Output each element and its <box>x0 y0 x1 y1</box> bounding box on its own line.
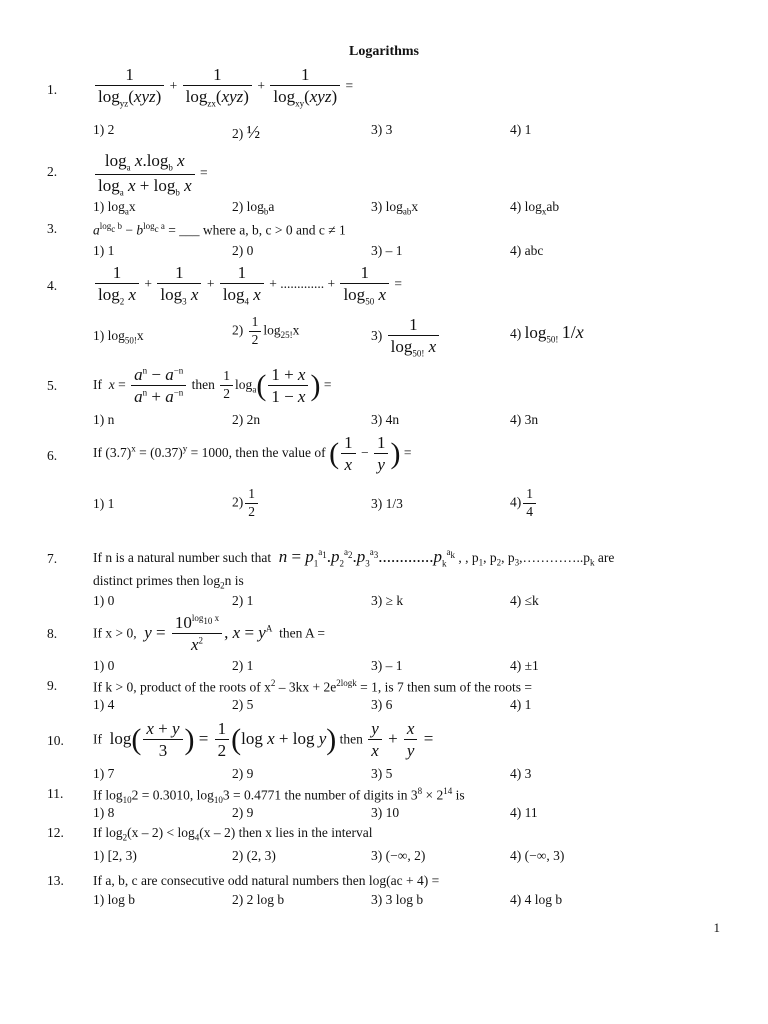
options-11 <box>93 805 693 825</box>
option[interactable]: 1) 0 <box>93 658 115 673</box>
question-expression: If log( $\frac{x + y}{3}$ ) = $\frac{1}{2}$ (log x + log y) then $\frac{y}{x}$ + $\frac{x}{y}$ = <box>93 719 434 761</box>
option[interactable]: 1) $\log_ax$ <box>93 199 136 217</box>
question-number: 12. <box>47 825 64 840</box>
option[interactable]: 2) $\log_ba$ <box>232 199 275 217</box>
option[interactable]: 2) 1 <box>232 658 254 673</box>
option[interactable]: 4) 4 log b <box>510 892 563 907</box>
question-number: 4. <box>47 278 58 293</box>
option[interactable]: 2) (2, 3) <box>232 848 276 863</box>
question-number: 1. <box>47 82 58 97</box>
option[interactable]: 2) ½ <box>232 122 261 142</box>
options-9 <box>93 697 693 717</box>
question-expression: $\frac{\log_a x.\log_b x}{\log_a x + \log_b x}$ = <box>93 150 728 198</box>
option[interactable]: 4) $\log_{50!} 1/x$ <box>510 322 584 345</box>
question-number: 8. <box>47 626 58 641</box>
option[interactable]: 4) 1 <box>510 697 532 712</box>
option[interactable]: 3) 3 <box>371 122 393 137</box>
option[interactable]: 1) 4 <box>93 697 115 712</box>
option[interactable]: 1) log b <box>93 892 135 907</box>
option[interactable]: 3) – 1 <box>371 658 403 673</box>
option[interactable]: 1) 2 <box>93 122 115 137</box>
option[interactable]: 3) – 1 <box>371 243 403 258</box>
question-text-line2: distinct primes then $\log_2n$ is <box>93 573 244 591</box>
option[interactable]: 2) 2n <box>232 412 261 427</box>
options-10 <box>93 766 693 786</box>
option[interactable]: 4) $\log_xab$ <box>510 199 560 217</box>
options-5 <box>93 412 693 432</box>
question-expression: If $(3.7)^x = (0.37)^y = 1000$, then the value of ( $\frac{1}{x}$ − $\frac{1}{y}$ ) = <box>93 433 412 475</box>
options-12 <box>93 848 693 868</box>
options-6 <box>93 486 693 519</box>
question-number: 2. <box>47 164 58 179</box>
option[interactable]: 4) 3 <box>510 766 532 781</box>
option[interactable]: 4) ±1 <box>510 658 539 673</box>
options-3 <box>93 243 693 263</box>
question-expression: If x = $\frac{a^n - a^{-n}}{a^n + a^{-n}}$ then $\frac{1}{2}$ $\log_a$( $\frac{1 + x}{1 - x}$ ) = <box>93 365 332 407</box>
question-text: If <box>93 731 102 747</box>
question-number: 9. <box>47 678 58 693</box>
option[interactable]: 3) ≥ k <box>371 593 404 608</box>
option[interactable]: 4) (−∞, 3) <box>510 848 565 863</box>
question-number: 13. <box>47 873 64 888</box>
option[interactable]: 2) 9 <box>232 805 254 820</box>
option[interactable]: 3) 1/3 <box>371 496 403 511</box>
question-text: If a, b, c are consecutive odd natural numbers then log(ac + 4) = <box>93 873 440 888</box>
option[interactable]: 1) n <box>93 412 115 427</box>
option[interactable]: 3) 4n <box>371 412 400 427</box>
option[interactable]: 3) $\frac{1}{\log_{50!} x}$ <box>371 314 441 360</box>
page-number: 1 <box>713 920 720 935</box>
question-text: If x > 0, <box>93 625 137 641</box>
option[interactable]: 3) $\log_{ab}x$ <box>371 199 419 217</box>
option[interactable]: 4) 3n <box>510 412 539 427</box>
options-2 <box>93 199 693 219</box>
options-1 <box>93 122 693 142</box>
question-text: If $\log_{10}2 = 0.3010$, $\log_{10}3 = 0.4771$ the number of digits in $3^8 \times 2^{14}$ is <box>93 786 465 806</box>
question-expression: $\frac{1}{\log_2 x}$ + $\frac{1}{\log_3 x}$ + $\frac{1}{\log_4 x}$ + ............. + $\frac{1}{\log_{50} x}$ = <box>93 262 728 308</box>
options-4 <box>93 314 693 359</box>
question-number: 10. <box>47 733 64 748</box>
question-expression: $a^{log_c b} - b^{log_c a}$ = ___ where a, b, c > 0 and c ≠ 1 <box>93 221 346 238</box>
option[interactable]: 4) $\frac{1}{4}$ <box>510 486 538 521</box>
question-number: 3. <box>47 221 58 236</box>
option[interactable]: 1) 7 <box>93 766 115 781</box>
question-text: ___ where a, b, c > 0 and c ≠ 1 <box>179 222 346 238</box>
option[interactable]: 2) $\frac{1}{2}$ <box>232 486 260 521</box>
option[interactable]: 2) 5 <box>232 697 254 712</box>
question-number: 5. <box>47 378 58 393</box>
option[interactable]: 4) 11 <box>510 805 538 820</box>
option[interactable]: 4) ≤k <box>510 593 539 608</box>
option[interactable]: 1) $\log_{50!}x$ <box>93 328 144 346</box>
question-text: If $\log_2(x - 2) < \log_4(x - 2)$ then x lies in the interval <box>93 825 373 843</box>
option[interactable]: 3) 3 log b <box>371 892 424 907</box>
question-expression: If x > 0, y = $\frac{10^{log_{10} x}}{x^2}$ , $x = y^A$ then A = <box>93 613 325 655</box>
option[interactable]: 3) 10 <box>371 805 400 820</box>
option[interactable]: 2) 0 <box>232 243 254 258</box>
option[interactable]: 1) 1 <box>93 243 115 258</box>
option[interactable]: 1) [2, 3) <box>93 848 137 863</box>
option[interactable]: 3) (−∞, 2) <box>371 848 426 863</box>
option[interactable]: 2) 9 <box>232 766 254 781</box>
page-title: Logarithms <box>349 44 419 59</box>
question-number: 11. <box>47 786 64 801</box>
option[interactable]: 3) 6 <box>371 697 393 712</box>
options-8 <box>93 658 693 678</box>
option[interactable]: 4) abc <box>510 243 544 258</box>
option[interactable]: 2) $\frac{1}{2}$ $\log_{25!}x$ <box>232 314 300 347</box>
question-expression: $\frac{1}{\log_{yz}(xyz)}$ + $\frac{1}{\log_{zx}(xyz)}$ + $\frac{1}{\log_{xy}(xyz)}$ = <box>93 64 728 110</box>
question-expression: If n is a natural number such that $n = p_1^{a_1}.p_2^{a_2}.p_3^{a_3}.............p_k^{a_k}$ , , $p_1$, $p_2$, $p_3,\dots\dots\dots\dots..p_k$ are <box>93 547 615 569</box>
option[interactable]: 4) 1 <box>510 122 532 137</box>
options-13 <box>93 892 693 912</box>
question-number: 6. <box>47 448 58 463</box>
question-number: 7. <box>47 551 58 566</box>
option[interactable]: 1) 1 <box>93 496 115 511</box>
option[interactable]: 1) 8 <box>93 805 115 820</box>
option[interactable]: 3) 5 <box>371 766 393 781</box>
options-7 <box>93 593 693 613</box>
option[interactable]: 2) 1 <box>232 593 254 608</box>
question-text: If n is a natural number such that <box>93 550 272 565</box>
option[interactable]: 2) 2 log b <box>232 892 285 907</box>
option[interactable]: 1) 0 <box>93 593 115 608</box>
question-text: If k > 0, product of the roots of $x^2 - 3kx + 2e^{2logk} = 1$, is 7 then sum of the roots = <box>93 678 533 695</box>
